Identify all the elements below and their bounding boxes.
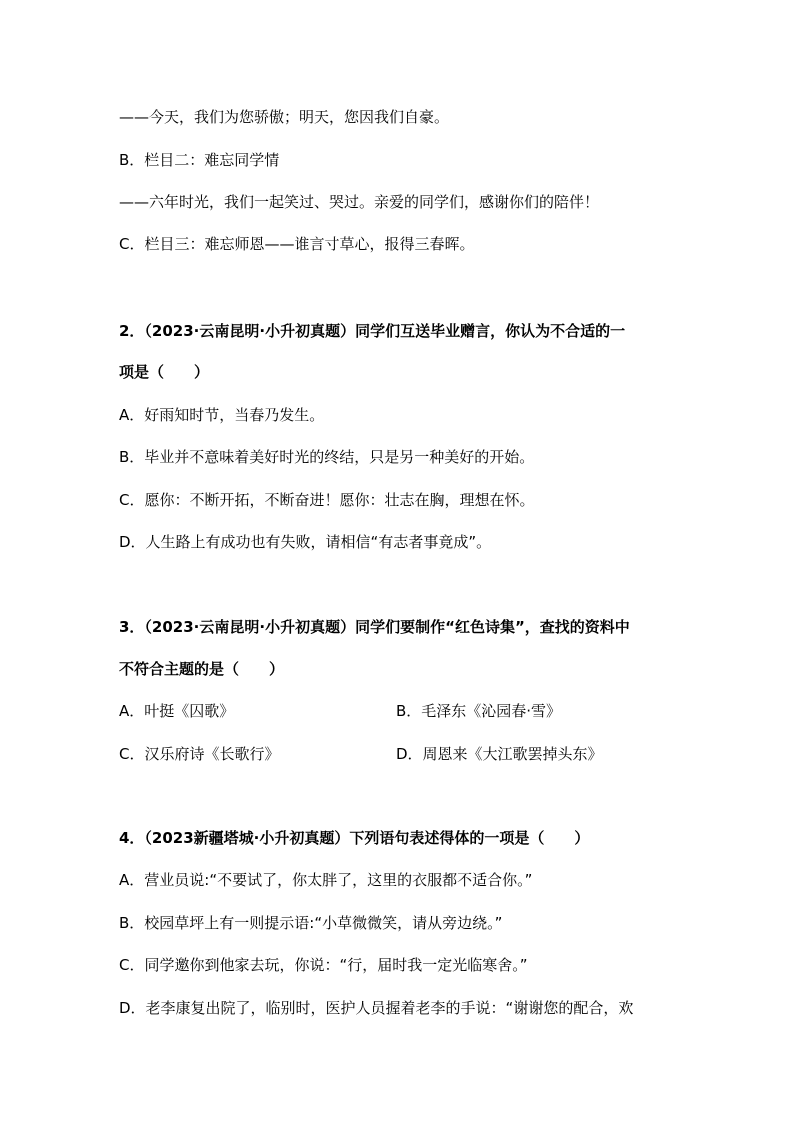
section1-line-b-tail: ——六年时光，我们一起笑过、哭过。亲爱的同学们，感谢你们的陪伴！	[119, 193, 600, 211]
question3-option-a: A．叶挺《囚歌》	[119, 702, 235, 720]
question3-option-b: B．毛泽东《沁园春·雪》	[396, 702, 562, 720]
question2-stem-line2: 项是（ ）	[119, 363, 210, 381]
question2-stem-line1: 2．（2023·云南昆明·小升初真题）同学们互送毕业赠言，你认为不合适的一	[119, 322, 626, 340]
question4-stem-line1: 4．（2023新疆塔城·小升初真题）下列语句表述得体的一项是（ ）	[119, 829, 590, 847]
question3-option-d: D．周恩来《大江歌罢掉头东》	[396, 745, 603, 763]
question2-option-b: B．毕业并不意味着美好时光的终结，只是另一种美好的开始。	[119, 448, 535, 466]
question3-stem-line2: 不符合主题的是（ ）	[119, 660, 285, 678]
question4-option-d: D．老李康复出院了，临别时，医护人员握着老李的手说：“谢谢您的配合，欢	[119, 999, 634, 1017]
question4-option-a: A．营业员说:“不要试了，你太胖了，这里的衣服都不适合你。”	[119, 871, 533, 889]
section1-line-a-tail: ——今天，我们为您骄傲；明天，您因我们自豪。	[119, 108, 450, 126]
question2-option-c: C．愿你：不断开拓，不断奋进！愿你：壮志在胸，理想在怀。	[119, 491, 535, 509]
question3-option-c: C．汉乐府诗《长歌行》	[119, 745, 280, 763]
question4-option-c: C．同学邀你到他家去玩，你说：“行，届时我一定光临寒舍。”	[119, 956, 528, 974]
question3-stem-line1: 3．（2023·云南昆明·小升初真题）同学们要制作“红色诗集”，查找的资料中	[119, 618, 630, 636]
question2-option-d: D．人生路上有成功也有失败，请相信“有志者事竟成”。	[119, 533, 492, 551]
section1-option-b: B．栏目二：难忘同学情	[119, 151, 280, 169]
question2-option-a: A．好雨知时节，当春乃发生。	[119, 406, 325, 424]
question4-option-b: B．校园草坪上有一则提示语:“小草微微笑，请从旁边绕。”	[119, 914, 503, 932]
section1-option-c: C．栏目三：难忘师恩——谁言寸草心，报得三春晖。	[119, 235, 475, 253]
